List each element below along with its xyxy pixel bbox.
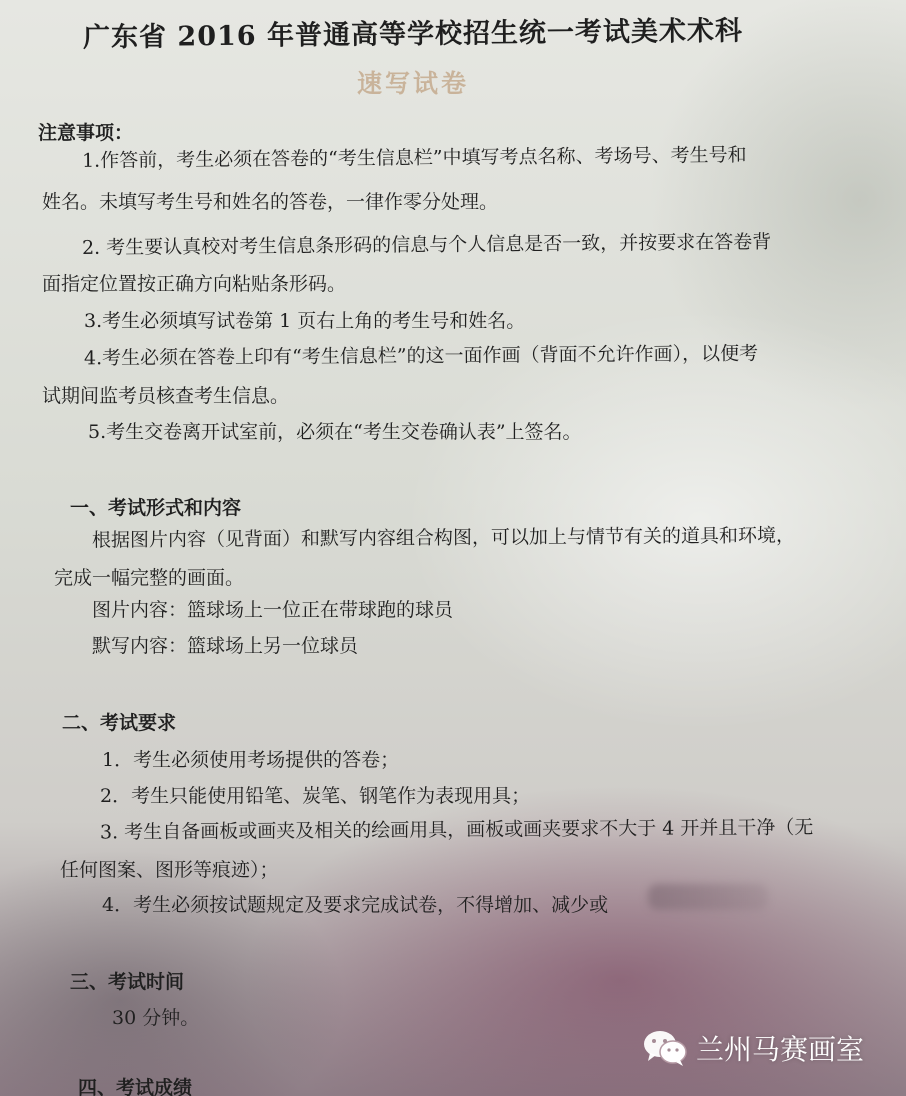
notice-line: 4.考生必须在答卷上印有“考生信息栏”的这一面作画（背面不允许作画），以便考 (83, 342, 759, 370)
section2-line: 2．考生只能使用铅笔、炭笔、钢笔作为表现用具； (100, 785, 531, 807)
section1-line: 默写内容：篮球场上另一位球员 (92, 635, 359, 657)
section2-line: 3. 考生自备画板或画夹及相关的绘画用具，画板或画夹要求不大于 4 开并且干净（无 (99, 816, 814, 844)
section2-line: 1．考生必须使用考场提供的答卷； (102, 749, 400, 771)
notice-line: 2. 考生要认真校对考生信息条形码的信息与个人信息是否一致，并按要求在答卷背 (81, 230, 772, 260)
notice-line: 试期间监考员核查考生信息。 (42, 385, 290, 407)
section2-line: 4．考生必须按试题规定及要求完成试卷，不得增加、减少或 (102, 894, 609, 916)
notice-line: 5.考生交卷离开试室前，必须在“考生交卷确认表”上签名。 (88, 421, 582, 443)
section2-line: 任何图案、图形等痕迹）； (60, 859, 279, 881)
notice-line: 3.考生必须填写试卷第 1 页右上角的考生号和姓名。 (84, 310, 526, 332)
section1-line: 根据图片内容（见背面）和默写内容组合构图，可以加上与情节有关的道具和环境， (91, 524, 796, 552)
notice-line: 面指定位置按正确方向粘贴条形码。 (42, 273, 347, 295)
wechat-icon (642, 1028, 688, 1068)
section3-line: 30 分钟。 (112, 1007, 200, 1029)
blurred-text (648, 884, 768, 910)
notice-line: 姓名。未填写考生号和姓名的答卷，一律作零分处理。 (42, 191, 499, 213)
notice-line: 1.作答前，考生必须在答卷的“考生信息栏”中填写考点名称、考场号、考生号和 (81, 144, 747, 172)
section4-heading: 四、考试成绩 (78, 1077, 193, 1096)
watermark-text: 兰州马赛画室 (696, 1033, 865, 1066)
exam-title: 广东省 2016 年普通高等学校招生统一考试美术术科 (82, 15, 744, 54)
section1-line: 完成一幅完整的画面。 (54, 567, 245, 589)
exam-subtitle: 速写试卷 (356, 69, 469, 98)
section3-heading: 三、考试时间 (70, 971, 185, 993)
section1-line: 图片内容：篮球场上一位正在带球跑的球员 (92, 599, 454, 621)
section1-heading: 一、考试形式和内容 (70, 497, 242, 519)
section2-heading: 二、考试要求 (62, 712, 177, 734)
watermark (642, 1026, 864, 1070)
notice-heading: 注意事项： (38, 122, 134, 144)
